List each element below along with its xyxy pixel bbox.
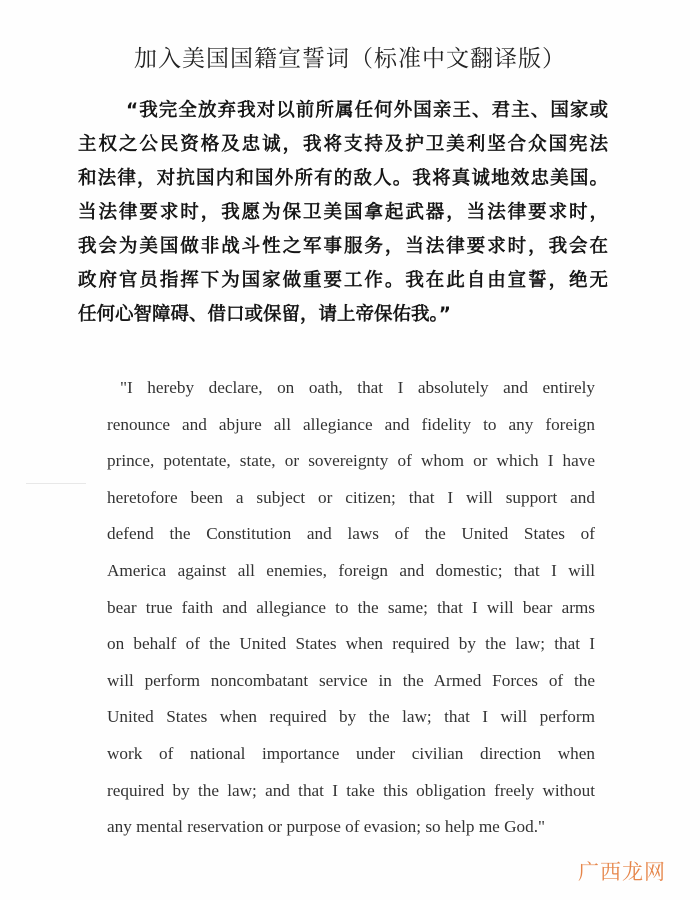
english-oath-line: work of national importance under civilian direction when bbox=[107, 743, 595, 763]
chinese-oath-line: 我会为美国做非战斗性之军事服务，当法律要求时，我会在 bbox=[78, 236, 608, 257]
chinese-oath-line: 主权之公民资格及忠诚，我将支持及护卫美利坚合众国宪法 bbox=[78, 134, 608, 155]
chinese-oath-line: “我完全放弃我对以前所属任何外国亲王、君主、国家或 bbox=[126, 100, 608, 121]
english-oath-line: on behalf of the United States when required by the law; that I bbox=[107, 634, 595, 654]
english-oath-line: renounce and abjure all allegiance and fidelity to any foreign bbox=[107, 414, 595, 434]
english-oath-line: bear true faith and allegiance to the same; that I will bear arms bbox=[107, 597, 595, 617]
english-oath-line: defend the Constitution and laws of the United States of bbox=[107, 524, 595, 544]
chinese-oath-paragraph bbox=[78, 94, 608, 332]
english-oath-line: "I hereby declare, on oath, that I absolutely and entirely bbox=[120, 378, 595, 397]
english-oath-line: any mental reservation or purpose of evasion; so help me God." bbox=[107, 817, 546, 837]
divider bbox=[26, 483, 86, 484]
watermark-logo: 广西龙网 bbox=[578, 860, 666, 884]
english-oath-line: America against all enemies, foreign and domestic; that I will bbox=[107, 560, 595, 580]
english-oath-paragraph bbox=[107, 370, 595, 846]
english-oath-line: will perform noncombatant service in the Armed Forces of the bbox=[107, 670, 595, 690]
english-oath-line: prince, potentate, state, or sovereignty of whom or which I have bbox=[107, 451, 595, 471]
english-oath-line: heretofore been a subject or citizen; that I will support and bbox=[107, 487, 595, 507]
chinese-oath-line: 当法律要求时，我愿为保卫美国拿起武器，当法律要求时， bbox=[78, 202, 608, 223]
english-oath-line: required by the law; and that I take this obligation freely without bbox=[107, 780, 595, 800]
document-title: 加入美国国籍宣誓词（标准中文翻译版） bbox=[134, 46, 566, 72]
chinese-oath-line: 任何心智障碍、借口或保留，请上帝保佑我。” bbox=[78, 304, 451, 325]
chinese-oath-line: 和法律，对抗国内和国外所有的敌人。我将真诚地效忠美国。 bbox=[78, 168, 608, 189]
english-oath-line: United States when required by the law; that I will perform bbox=[107, 707, 595, 727]
chinese-oath-line: 政府官员指挥下为国家做重要工作。我在此自由宣誓，绝无 bbox=[78, 270, 608, 291]
